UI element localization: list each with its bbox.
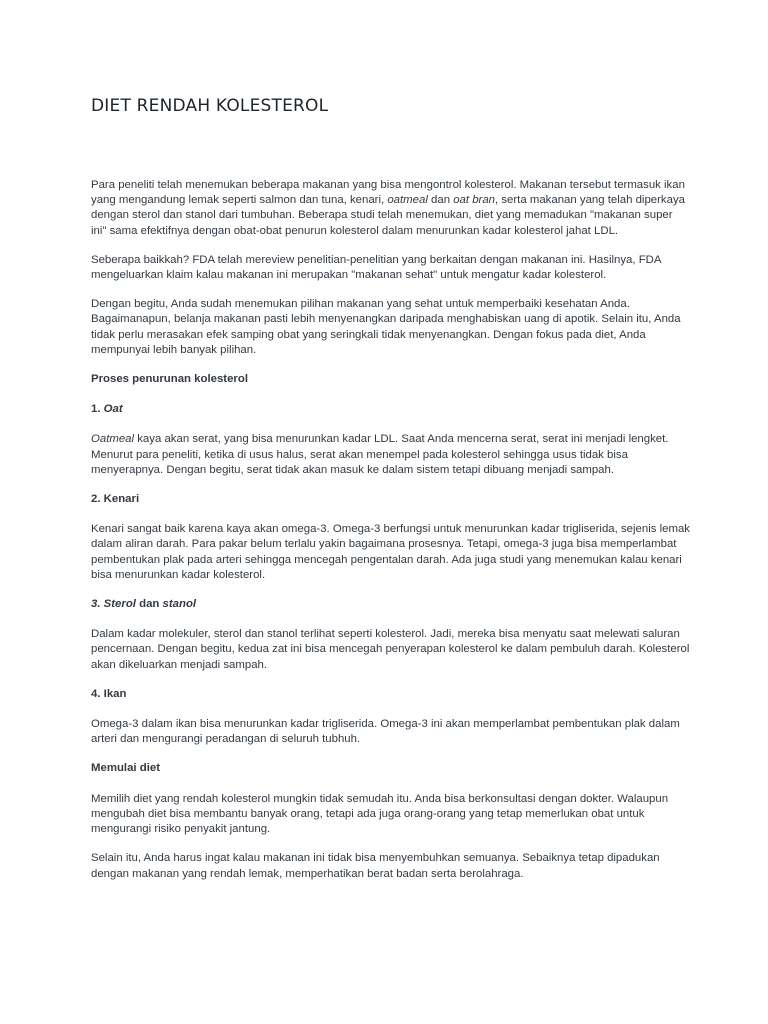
intro-p1-text-b: dan [427, 194, 454, 207]
intro-paragraph-2: Seberapa baikkah? FDA telah mereview penelitian-penelitian yang berkaitan dengan makanan ini. Hasilnya, FDA mengeluarkan klaim kalau makanan ini merupakan "makanan sehat" untuk mengatur kadar kolesterol. [91, 253, 661, 282]
intro-p1-italic-oat-bran: oat bran [453, 194, 496, 207]
item-heading-sterol-part1: 3. Sterol [91, 598, 136, 611]
oat-paragraph [91, 432, 691, 478]
kenari-paragraph: Kenari sangat baik karena kaya akan omega-3. Omega-3 berfungsi untuk menurunkan kadar trigliserida, sejenis lemak dalam aliran darah. Para pakar belum terlalu yakin bagaimana prosesnya. Tetapi, omega-3 juga bisa memperlambat pembentukan plak pada arteri sehingga mencegah pengentalan darah. Ada juga studi yang menemukan kalau kenari bisa menurunkan kadar kolesterol. [91, 523, 690, 581]
section-heading-mulai: Memulai diet [91, 762, 160, 775]
item-heading-kenari: 2. Kenari [91, 493, 140, 506]
intro-p1-text-a: Para peneliti telah menemukan beberapa makanan yang bisa mengontrol kolesterol. Makanan tersebut termasuk ikan yang mengandung lemak seperti salmon dan tuna, kenari, [91, 179, 685, 207]
section-heading-proses: Proses penurunan kolesterol [91, 373, 248, 386]
item-heading-oat [91, 402, 691, 417]
document-body [91, 178, 691, 882]
intro-paragraph-3: Dengan begitu, Anda sudah menemukan pilihan makanan yang sehat untuk memperbaiki kesehatan Anda. Bagaimanapun, belanja makanan pasti lebih menyenangkan daripada menghabiskan uang di apotik. Selain itu, Anda tidak perlu merasakan efek samping obat yang seringkali tidak menyenangkan. Dengan fokus pada diet, Anda mempunyai lebih banyak pilihan. [91, 298, 681, 356]
ikan-paragraph: Omega-3 dalam ikan bisa menurunkan kadar trigliserida. Omega-3 ini akan memperlambat pembentukan plak dalam arteri dan mengurangi peradangan di seluruh tubhuh. [91, 718, 680, 746]
item-heading-sterol [91, 597, 691, 612]
item-number-oat: 1. [91, 403, 104, 416]
intro-p1-text-c: , serta makanan yang telah diperkaya dengan sterol dan stanol dari tumbuhan. Beberapa studi telah menemukan, diet yang memadukan "makanan super ini" sama efektifnya dengan obat-obat penurun kolesterol dalam menurunkan kadar kolesterol jahat LDL. [91, 194, 685, 237]
item-heading-sterol-part2: dan [135, 598, 163, 611]
mulai-paragraph-1: Memilih diet yang rendah kolesterol mungkin tidak semudah itu. Anda bisa berkonsultasi dengan dokter. Walaupun mengubah diet bisa membantu banyak orang, tetapi ada juga orang-orang yang tetap memerlukan obat untuk mengurangi risiko penyakit jantung. [91, 792, 669, 836]
item-heading-sterol-part3: stanol [162, 598, 197, 611]
sterol-paragraph: Dalam kadar molekuler, sterol dan stanol terlihat seperti kolesterol. Jadi, mereka bisa menyatu saat melewati saluran pencernaan. Dengan begitu, kedua zat ini bisa mencegah penyerapan kolesterol ke dalam pembuluh darah. Kolesterol akan dikeluarkan menjadi sampah. [91, 628, 690, 671]
oat-text: kaya akan serat, yang bisa menurunkan kadar LDL. Saat Anda mencerna serat, serat ini menjadi lengket. Menurut para peneliti, ketika di usus halus, serat akan menempel pada kolesterol sehingga usus tidak bisa menyerapnya. Dengan begitu, serat tidak akan masuk ke dalam sistem tetapi dibuang menjadi sampah. [91, 433, 669, 476]
item-heading-ikan: 4. Ikan [91, 687, 127, 700]
intro-p1-italic-oatmeal: oatmeal [387, 194, 428, 207]
intro-paragraph-1 [91, 178, 691, 239]
mulai-paragraph-2: Selain itu, Anda harus ingat kalau makanan ini tidak bisa menyembuhkan semuanya. Sebaiknya tetap dipadukan dengan makanan yang rendah lemak, memperhatikan berat badan serta berolahraga. [91, 852, 660, 880]
item-name-oat: Oat [103, 403, 123, 416]
page-title: DIET RENDAH KOLESTEROL [91, 96, 329, 116]
oat-lead-word: Oatmeal [91, 433, 135, 446]
